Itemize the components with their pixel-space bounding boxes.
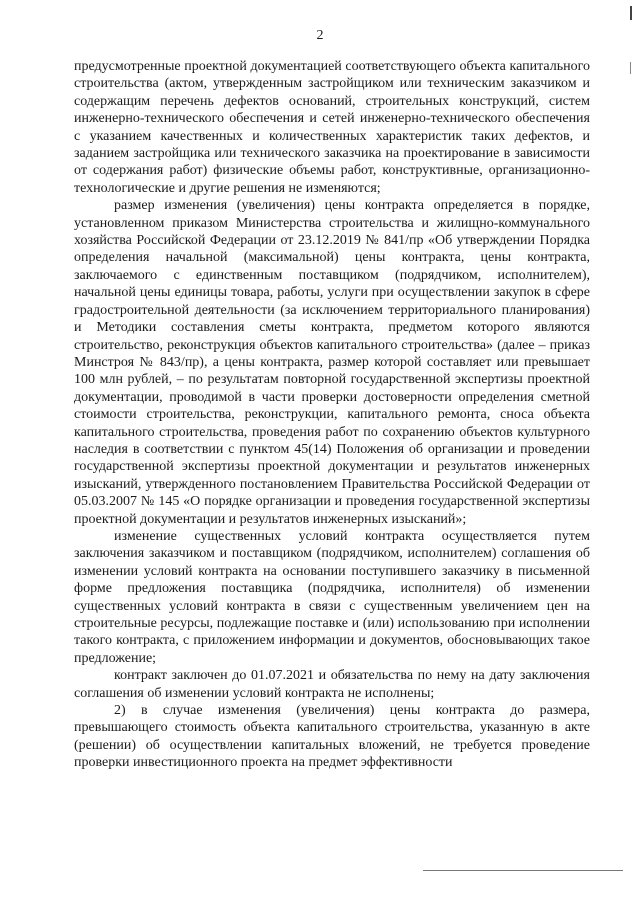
footer-rule bbox=[423, 870, 623, 871]
paragraph: изменение существенных условий контракта осуществляется путем заключения заказчиком и поставщиком (подрядчиком, исполнителем) соглашения об изменении условий контракта на основании поступившего заказчику в письменной форме предложения поставщика (подрядчика, исполнителя) об изменении существенных условий контракта в связи с существенным увеличением цен на строительные ресурсы, подлежащие поставке и (или) использованию при исполнении такого контракта, с приложением информации и документов, обосновывающих такое предложение; bbox=[74, 528, 590, 666]
paragraph: размер изменения (увеличения) цены контракта определяется в порядке, установленном приказом Министерства строительства и жилищно-коммунального хозяйства Российской Федерации от 23.12.2019 № 841/пр «Об утверждении Порядка определения начальной (максимальной) цены контракта, цены контракта, заключаемого с единственным поставщиком (подрядчиком, исполнителем), начальной цены единицы товара, работы, услуги при осуществлении закупок в сфере градостроительной деятельности (за исключением территориального планирования) и Методики составления сметы контракта, предметом которого являются строительство, реконструкция объектов капитального строительства» (далее – приказ Минстроя № 843/пр), а цены контракта, размер которой составляет или превышает 100 млн рублей, – по результатам повторной государственной экспертизы проектной документации, проводимой в части проверки достоверности определения сметной стоимости строительства, реконструкции, капитального ремонта, сноса объекта капитального строительства, проведения работ по сохранению объектов культурного наследия в соответствии с пунктом 45(14) Положения об организации и проведении государственной экспертизы проектной документации и результатов инженерных изысканий, утвержденного постановлением Правительства Российской Федерации от 05.03.2007 № 145 «О порядке организации и проведения государственной экспертизы проектной документации и результатов инженерных изысканий»; bbox=[74, 198, 590, 527]
scan-edge-mark bbox=[630, 62, 631, 74]
scan-edge-mark bbox=[630, 6, 632, 20]
document-body bbox=[74, 58, 590, 772]
paragraph: 2) в случае изменения (увеличения) цены контракта до размера, превышающего стоимость объекта капитального строительства, указанную в акте (решении) об осуществлении капитальных вложений, не требуется проведение проверки инвестиционного проекта на предмет эффективности bbox=[74, 703, 590, 771]
page-number: 2 bbox=[316, 28, 324, 43]
paragraph: контракт заключен до 01.07.2021 и обязательства по нему на дату заключения соглашения об изменении условий контракта не исполнены; bbox=[74, 668, 590, 701]
paragraph: предусмотренные проектной документацией соответствующего объекта капитального строительства (актом, утвержденным застройщиком или техническим заказчиком и содержащим перечень дефектов оснований, строительных конструкций, систем инженерно-технического обеспечения и сетей инженерно-технического обеспечения с указанием качественных и количественных характеристик таких дефектов, и заданием застройщика или технического заказчика на проектирование в зависимости от содержания работ) физические объемы работ, конструктивные, организационно-технологические и другие решения не изменяются; bbox=[74, 59, 590, 196]
